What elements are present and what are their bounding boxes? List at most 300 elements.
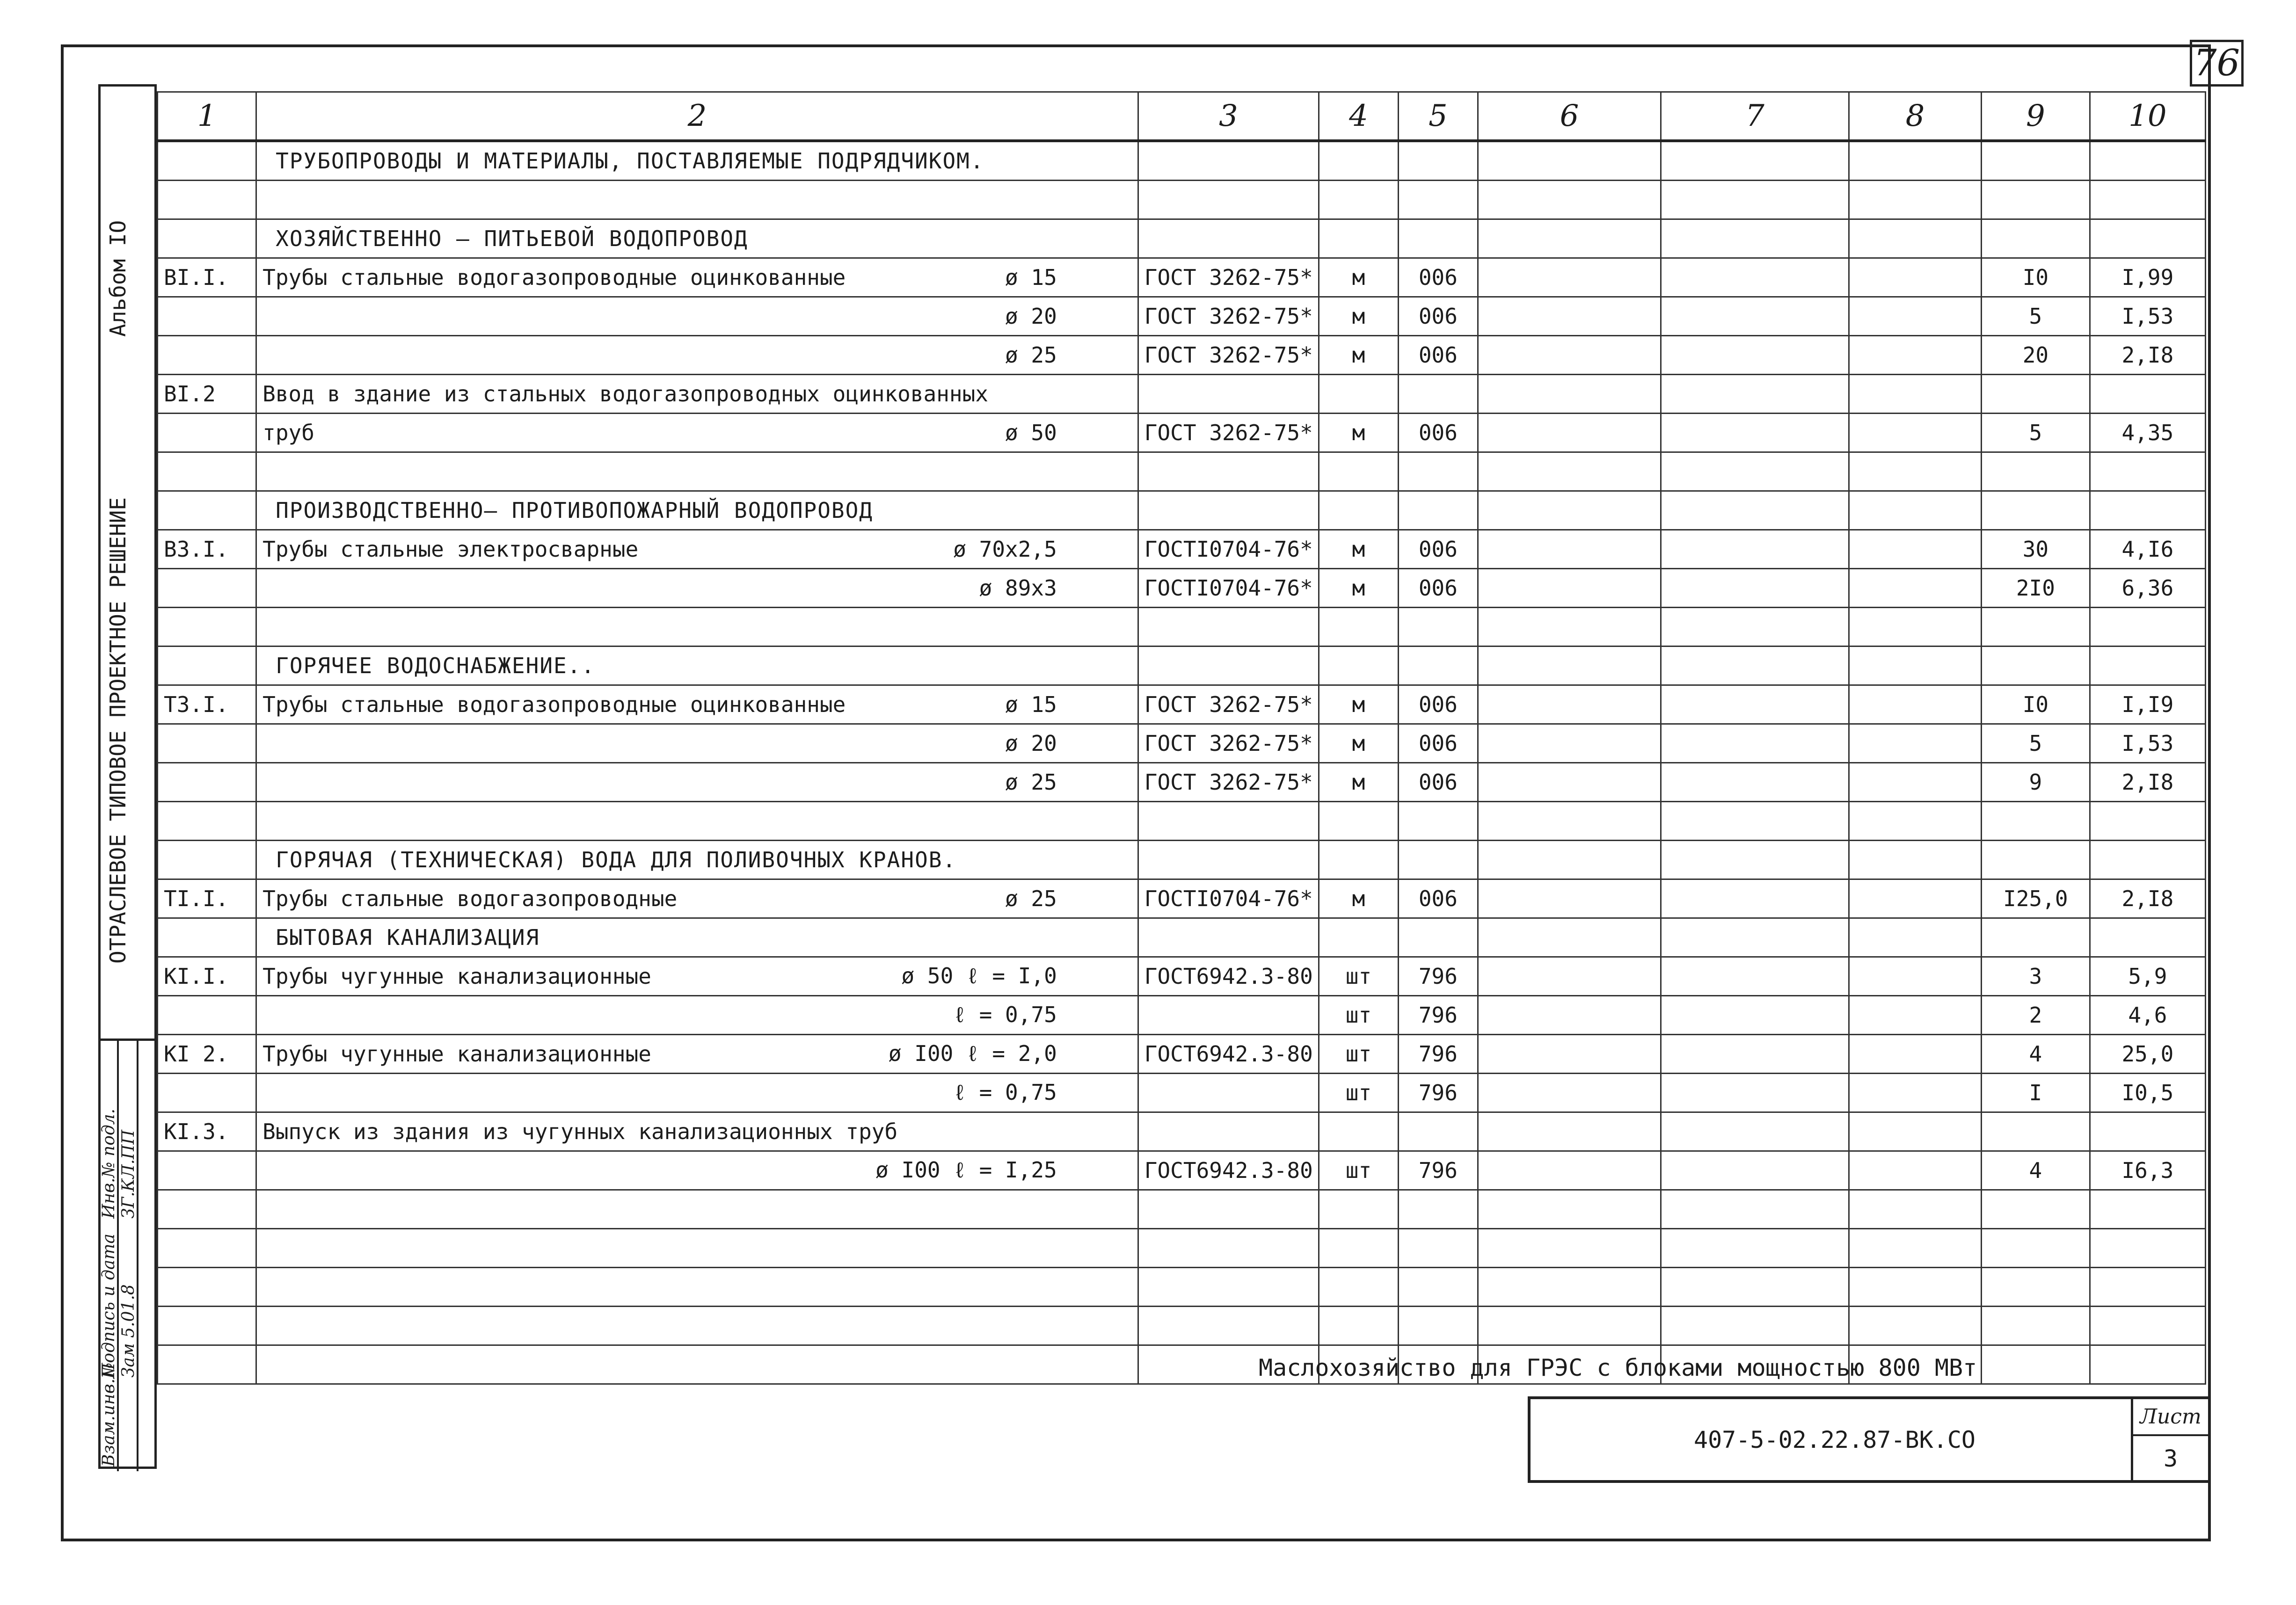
empty-cell — [1849, 608, 1981, 646]
empty-cell — [1849, 258, 1981, 297]
empty-cell — [1478, 336, 1661, 375]
position-cell — [158, 1074, 256, 1112]
item-name: ГОРЯЧЕЕ ВОДОСНАБЖЕНИЕ.. — [276, 653, 596, 678]
document-cell: ГОСТI0704-76* — [1138, 879, 1319, 918]
document-cell — [1138, 375, 1319, 414]
code-cell: 006 — [1398, 297, 1478, 336]
item-name: Трубы стальные водогазопроводные оцинкованные — [262, 265, 846, 290]
code-cell: 796 — [1398, 1074, 1478, 1112]
position-cell — [158, 763, 256, 802]
unit-cell — [1319, 219, 1399, 258]
table-row — [158, 1074, 2206, 1112]
table-row — [158, 452, 2206, 491]
empty-cell — [1478, 685, 1661, 724]
position-cell — [158, 1229, 256, 1268]
table-row — [158, 996, 2206, 1035]
unit-cell — [1319, 1307, 1399, 1345]
name-cell — [256, 569, 1138, 608]
quantity-cell: 2I0 — [1982, 569, 2090, 608]
table-row — [158, 802, 2206, 841]
name-cell — [256, 1112, 1138, 1151]
quantity-cell: 3 — [1982, 957, 2090, 996]
item-dimension: ℓ = 0,75 — [953, 1002, 1057, 1027]
empty-cell — [1661, 569, 1849, 608]
name-cell — [256, 918, 1138, 957]
column-header: 8 — [1849, 92, 1981, 141]
stamp-divider — [137, 1041, 138, 1471]
empty-cell — [1849, 297, 1981, 336]
empty-cell — [1661, 879, 1849, 918]
document-cell — [1138, 1190, 1319, 1229]
document-cell — [1138, 918, 1319, 957]
title-block — [1528, 1396, 2211, 1483]
mass-cell: I6,3 — [2090, 1151, 2205, 1190]
position-cell — [158, 1190, 256, 1229]
empty-cell — [1478, 996, 1661, 1035]
quantity-cell: 5 — [1982, 414, 2090, 452]
empty-cell — [1849, 802, 1981, 841]
item-name: Трубы чугунные канализационные — [262, 1041, 651, 1067]
mass-cell — [2090, 375, 2205, 414]
mass-cell: I0,5 — [2090, 1074, 2205, 1112]
empty-cell — [1661, 452, 1849, 491]
empty-cell — [1478, 1229, 1661, 1268]
document-cell — [1138, 996, 1319, 1035]
item-dimension: ø 70х2,5 — [953, 537, 1057, 562]
table-row — [158, 336, 2206, 375]
mass-cell — [2090, 1190, 2205, 1229]
column-header: 9 — [1982, 92, 2090, 141]
code-cell — [1398, 1229, 1478, 1268]
document-cell: ГОСТ6942.3-80 — [1138, 1151, 1319, 1190]
name-cell — [256, 879, 1138, 918]
table-row — [158, 841, 2206, 879]
name-cell — [256, 724, 1138, 763]
empty-cell — [1661, 1112, 1849, 1151]
name-cell — [256, 297, 1138, 336]
code-cell: 006 — [1398, 414, 1478, 452]
empty-cell — [1661, 297, 1849, 336]
empty-cell — [1478, 219, 1661, 258]
item-name: ПРОИЗВОДСТВЕННО– ПРОТИВОПОЖАРНЫЙ ВОДОПРОВОД — [276, 498, 873, 523]
quantity-cell: 5 — [1982, 297, 2090, 336]
document-cell — [1138, 452, 1319, 491]
quantity-cell: 2 — [1982, 996, 2090, 1035]
table-row — [158, 258, 2206, 297]
name-cell — [256, 802, 1138, 841]
document-cell — [1138, 219, 1319, 258]
position-cell — [158, 414, 256, 452]
table-row — [158, 608, 2206, 646]
empty-cell — [1478, 841, 1661, 879]
document-cell — [1138, 141, 1319, 181]
code-cell: 796 — [1398, 957, 1478, 996]
quantity-cell — [1982, 375, 2090, 414]
item-name: труб — [262, 420, 314, 445]
document-cell: ГОСТI0704-76* — [1138, 530, 1319, 569]
item-dimension: ø 20 — [1005, 731, 1057, 756]
stamp-inventory-value: ЗГ.КЛ.ПП — [119, 1130, 138, 1219]
table-row — [158, 491, 2206, 530]
position-cell: B3.I. — [158, 530, 256, 569]
empty-cell — [1478, 724, 1661, 763]
item-dimension: ø 50 — [1005, 420, 1057, 445]
name-cell — [256, 219, 1138, 258]
empty-cell — [1661, 491, 1849, 530]
sheet-box — [2131, 1399, 2208, 1480]
table-row — [158, 375, 2206, 414]
quantity-cell — [1982, 802, 2090, 841]
document-cell — [1138, 1112, 1319, 1151]
position-cell: T3.I. — [158, 685, 256, 724]
unit-cell — [1319, 608, 1399, 646]
name-cell — [256, 1268, 1138, 1307]
table-row — [158, 219, 2206, 258]
quantity-cell: 4 — [1982, 1151, 2090, 1190]
mass-cell: 2,I8 — [2090, 763, 2205, 802]
mass-cell — [2090, 1112, 2205, 1151]
item-dimension: ø 20 — [1005, 304, 1057, 329]
position-cell — [158, 1268, 256, 1307]
empty-cell — [1849, 375, 1981, 414]
document-code: 407-5-02.22.87-ВК.СО — [1693, 1426, 1976, 1453]
document-cell — [1138, 841, 1319, 879]
name-cell — [256, 1035, 1138, 1074]
unit-cell: м — [1319, 685, 1399, 724]
mass-cell — [2090, 141, 2205, 181]
name-cell — [256, 375, 1138, 414]
unit-cell — [1319, 1229, 1399, 1268]
quantity-cell — [1982, 646, 2090, 685]
empty-cell — [1661, 1074, 1849, 1112]
empty-cell — [1849, 724, 1981, 763]
code-cell — [1398, 1307, 1478, 1345]
empty-cell — [1661, 763, 1849, 802]
table-row — [158, 646, 2206, 685]
quantity-cell — [1982, 491, 2090, 530]
code-cell — [1398, 141, 1478, 181]
column-header: 10 — [2090, 92, 2205, 141]
empty-cell — [1849, 181, 1981, 219]
mass-cell — [2090, 841, 2205, 879]
mass-cell: 4,6 — [2090, 996, 2205, 1035]
table-row — [158, 181, 2206, 219]
stamp-signature-value: Зам 5.01.8 — [119, 1284, 138, 1378]
code-cell — [1398, 1268, 1478, 1307]
quantity-cell: I0 — [1982, 258, 2090, 297]
unit-cell: шт — [1319, 957, 1399, 996]
empty-cell — [1661, 608, 1849, 646]
empty-cell — [1849, 491, 1981, 530]
unit-cell: м — [1319, 297, 1399, 336]
mass-cell — [2090, 1307, 2205, 1345]
quantity-cell — [1982, 141, 2090, 181]
document-cell — [1138, 608, 1319, 646]
code-cell: 006 — [1398, 763, 1478, 802]
empty-cell — [1478, 569, 1661, 608]
code-cell: 006 — [1398, 685, 1478, 724]
position-cell — [158, 491, 256, 530]
item-dimension: ø I00 ℓ = I,25 — [875, 1157, 1057, 1183]
table-row — [158, 918, 2206, 957]
empty-cell — [1849, 1307, 1981, 1345]
empty-cell — [1661, 1151, 1849, 1190]
empty-cell — [1478, 1151, 1661, 1190]
table-row — [158, 724, 2206, 763]
code-cell — [1398, 491, 1478, 530]
quantity-cell: I25,0 — [1982, 879, 2090, 918]
empty-cell — [1849, 141, 1981, 181]
empty-cell — [1849, 918, 1981, 957]
mass-cell — [2090, 1345, 2205, 1384]
position-cell: BI.2 — [158, 375, 256, 414]
quantity-cell: I — [1982, 1074, 2090, 1112]
name-cell — [256, 1307, 1138, 1345]
table-row — [158, 1190, 2206, 1229]
name-cell — [256, 530, 1138, 569]
quantity-cell: 30 — [1982, 530, 2090, 569]
table-row — [158, 957, 2206, 996]
item-name: Трубы стальные водогазопроводные оцинкованные — [262, 692, 846, 717]
quantity-cell — [1982, 1112, 2090, 1151]
empty-cell — [1661, 258, 1849, 297]
empty-cell — [1849, 996, 1981, 1035]
item-dimension: ø 25 — [1005, 886, 1057, 911]
mass-cell: I,53 — [2090, 297, 2205, 336]
empty-cell — [1849, 1074, 1981, 1112]
empty-cell — [1849, 1151, 1981, 1190]
code-cell: 006 — [1398, 258, 1478, 297]
empty-cell — [1849, 763, 1981, 802]
unit-cell — [1319, 375, 1399, 414]
empty-cell — [1478, 646, 1661, 685]
column-header: 3 — [1138, 92, 1319, 141]
empty-cell — [1478, 1190, 1661, 1229]
position-cell: KI.I. — [158, 957, 256, 996]
quantity-cell: 5 — [1982, 724, 2090, 763]
empty-cell — [1661, 802, 1849, 841]
album-label: Альбом IO — [105, 220, 131, 337]
name-cell — [256, 841, 1138, 879]
empty-cell — [1661, 1035, 1849, 1074]
empty-cell — [1478, 1074, 1661, 1112]
item-name: Трубы стальные водогазопроводные — [262, 886, 678, 911]
mass-cell — [2090, 181, 2205, 219]
code-cell — [1398, 802, 1478, 841]
item-dimension: ø I00 ℓ = 2,0 — [888, 1040, 1057, 1066]
table-row — [158, 763, 2206, 802]
quantity-cell — [1982, 608, 2090, 646]
empty-cell — [1661, 1190, 1849, 1229]
unit-cell — [1319, 841, 1399, 879]
item-dimension: ø 15 — [1005, 265, 1057, 290]
table-row — [158, 1035, 2206, 1074]
empty-cell — [1849, 569, 1981, 608]
empty-cell — [1849, 685, 1981, 724]
name-cell — [256, 608, 1138, 646]
empty-cell — [1478, 530, 1661, 569]
quantity-cell — [1982, 181, 2090, 219]
quantity-cell: 9 — [1982, 763, 2090, 802]
column-header: 1 — [158, 92, 256, 141]
empty-cell — [1661, 685, 1849, 724]
name-cell — [256, 258, 1138, 297]
document-cell: ГОСТ 3262-75* — [1138, 414, 1319, 452]
name-cell — [256, 996, 1138, 1035]
empty-cell — [1661, 1307, 1849, 1345]
position-cell — [158, 646, 256, 685]
unit-cell — [1319, 802, 1399, 841]
table-row — [158, 1307, 2206, 1345]
empty-cell — [1478, 181, 1661, 219]
position-cell — [158, 802, 256, 841]
unit-cell — [1319, 1112, 1399, 1151]
code-cell — [1398, 841, 1478, 879]
item-dimension: ø 50 ℓ = I,0 — [901, 963, 1057, 988]
sheet-value: 3 — [2163, 1445, 2178, 1472]
empty-cell — [1478, 879, 1661, 918]
empty-cell — [1661, 336, 1849, 375]
unit-cell — [1319, 491, 1399, 530]
name-cell — [256, 1345, 1138, 1384]
unit-cell — [1319, 1268, 1399, 1307]
unit-cell — [1319, 1190, 1399, 1229]
mass-cell: I,99 — [2090, 258, 2205, 297]
empty-cell — [1478, 763, 1661, 802]
code-cell — [1398, 1190, 1478, 1229]
empty-cell — [1661, 219, 1849, 258]
position-cell — [158, 724, 256, 763]
empty-cell — [1478, 491, 1661, 530]
empty-cell — [1478, 1112, 1661, 1151]
document-cell: ГОСТ6942.3-80 — [1138, 1035, 1319, 1074]
column-header: 4 — [1319, 92, 1399, 141]
code-cell: 796 — [1398, 1035, 1478, 1074]
name-cell — [256, 452, 1138, 491]
empty-cell — [1849, 957, 1981, 996]
document-cell — [1138, 802, 1319, 841]
empty-cell — [1478, 918, 1661, 957]
unit-cell: шт — [1319, 1074, 1399, 1112]
item-dimension: ø 89х3 — [979, 575, 1057, 601]
document-cell: ГОСТ 3262-75* — [1138, 763, 1319, 802]
quantity-cell: 20 — [1982, 336, 2090, 375]
position-cell: BI.I. — [158, 258, 256, 297]
document-cell: ГОСТ 3262-75* — [1138, 336, 1319, 375]
item-name: Трубы чугунные канализационные — [262, 964, 651, 989]
code-cell — [1398, 608, 1478, 646]
code-cell — [1398, 219, 1478, 258]
mass-cell: 2,I8 — [2090, 336, 2205, 375]
empty-cell — [1661, 414, 1849, 452]
name-cell — [256, 685, 1138, 724]
table-row — [158, 1229, 2206, 1268]
position-cell — [158, 336, 256, 375]
empty-cell — [1661, 646, 1849, 685]
table-body — [158, 141, 2206, 1384]
empty-cell — [1661, 530, 1849, 569]
column-header: 2 — [256, 92, 1138, 141]
position-cell — [158, 181, 256, 219]
mass-cell — [2090, 219, 2205, 258]
document-cell — [1138, 1074, 1319, 1112]
stamp-replacement: Взам.инв.№ — [99, 1362, 118, 1467]
empty-cell — [1478, 957, 1661, 996]
position-cell — [158, 297, 256, 336]
position-cell — [158, 141, 256, 181]
quantity-cell — [1982, 1345, 2090, 1384]
quantity-cell — [1982, 1190, 2090, 1229]
table-row — [158, 1112, 2206, 1151]
item-name: Трубы стальные электросварные — [262, 537, 639, 562]
mass-cell — [2090, 646, 2205, 685]
item-name: ТРУБОПРОВОДЫ И МАТЕРИАЛЫ, ПОСТАВЛЯЕМЫЕ ПОДРЯДЧИКОМ. — [276, 148, 984, 174]
unit-cell: м — [1319, 763, 1399, 802]
mass-cell: 4,35 — [2090, 414, 2205, 452]
code-cell — [1398, 452, 1478, 491]
quantity-cell — [1982, 452, 2090, 491]
unit-cell: м — [1319, 879, 1399, 918]
code-cell — [1398, 646, 1478, 685]
mass-cell — [2090, 918, 2205, 957]
position-cell — [158, 918, 256, 957]
document-cell: ГОСТI0704-76* — [1138, 569, 1319, 608]
document-cell — [1138, 646, 1319, 685]
unit-cell: м — [1319, 336, 1399, 375]
position-cell — [158, 608, 256, 646]
name-cell — [256, 1074, 1138, 1112]
table-row — [158, 879, 2206, 918]
name-cell — [256, 763, 1138, 802]
item-name: Выпуск из здания из чугунных канализационных труб — [262, 1119, 898, 1144]
empty-cell — [1661, 1268, 1849, 1307]
empty-cell — [1661, 996, 1849, 1035]
specification-table — [157, 91, 2206, 1385]
unit-cell: м — [1319, 414, 1399, 452]
name-cell — [256, 414, 1138, 452]
unit-cell — [1319, 452, 1399, 491]
unit-cell — [1319, 646, 1399, 685]
table-row — [158, 685, 2206, 724]
empty-cell — [1478, 1307, 1661, 1345]
unit-cell: шт — [1319, 1035, 1399, 1074]
mass-cell — [2090, 1229, 2205, 1268]
mass-cell: I,53 — [2090, 724, 2205, 763]
quantity-cell — [1982, 1229, 2090, 1268]
empty-cell — [1849, 646, 1981, 685]
column-header: 5 — [1398, 92, 1478, 141]
document-cell — [1138, 1229, 1319, 1268]
stamp-inventory: Инв.№ подл. — [99, 1108, 118, 1219]
document-cell — [1138, 1268, 1319, 1307]
table-row — [158, 141, 2206, 181]
empty-cell — [1849, 530, 1981, 569]
name-cell — [256, 646, 1138, 685]
empty-cell — [1478, 802, 1661, 841]
empty-cell — [1478, 452, 1661, 491]
document-cell: ГОСТ 3262-75* — [1138, 258, 1319, 297]
empty-cell — [1849, 414, 1981, 452]
mass-cell: 25,0 — [2090, 1035, 2205, 1074]
empty-cell — [1849, 841, 1981, 879]
empty-cell — [1849, 452, 1981, 491]
quantity-cell — [1982, 219, 2090, 258]
unit-cell: м — [1319, 724, 1399, 763]
code-cell: 006 — [1398, 879, 1478, 918]
quantity-cell — [1982, 918, 2090, 957]
empty-cell — [1478, 141, 1661, 181]
code-cell: 006 — [1398, 336, 1478, 375]
